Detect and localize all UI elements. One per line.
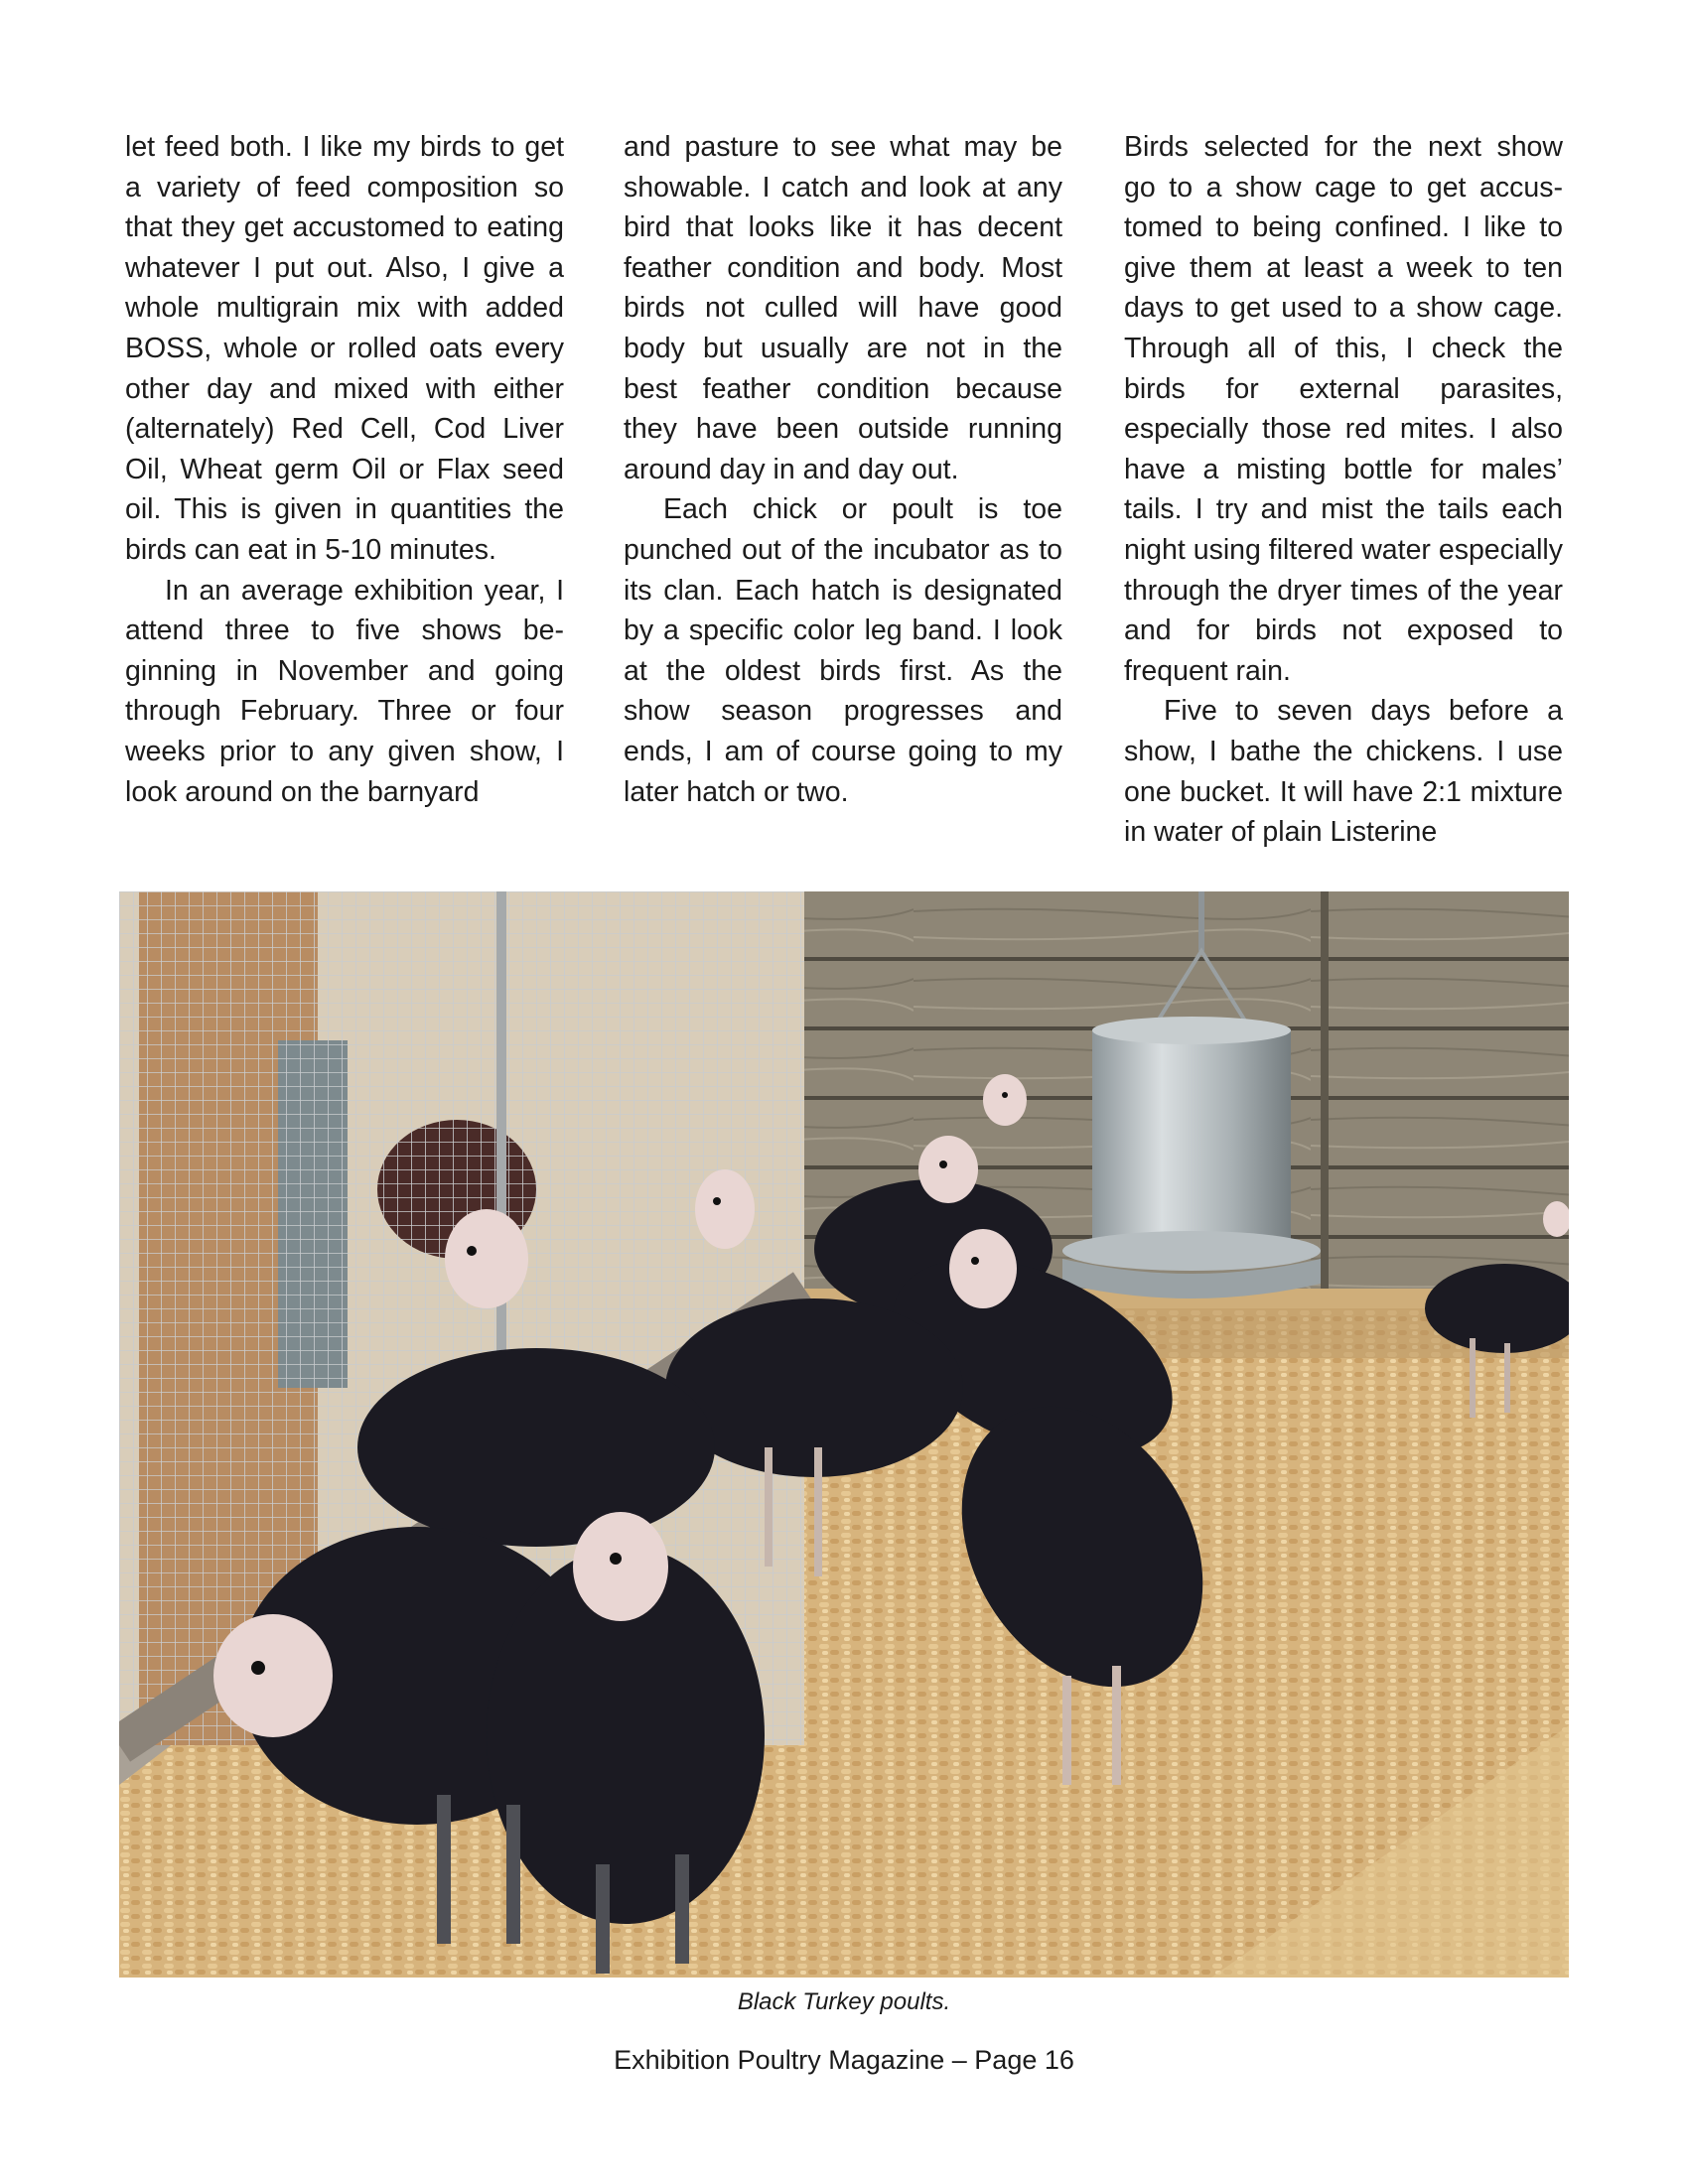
paragraph: let feed both. I like my birds to get a variety of feed composition so that they get accustomed to eating whatever I put out. Also, I give a whole multigrain mix with added BOSS, whole or rolled oats every other day and mixed with either (alternately) Red Cell, Cod Liver Oil, Wheat germ Oil or Flax seed oil. This is given in quantities the birds can eat in 5-10 minutes.	[125, 131, 564, 566]
paragraph: Each chick or poult is toe punched out of the incubator as to its clan. Each hatch is designated by a specific color leg band. I look at the oldest birds first. As the show season progresses and ends, I am of course going to my later hatch or two.	[624, 493, 1062, 808]
paragraph: In an average exhibition year, I attend three to five shows beginning in November and going through February. Three or four weeks prior to any given show, I look around on the barnyard	[125, 574, 564, 808]
article-columns	[125, 127, 1563, 862]
page-footer: Exhibition Poultry Magazine – Page 16	[614, 2045, 1074, 2075]
text-column-2	[624, 127, 1062, 812]
paragraph: Five to seven days before a show, I bathe the chickens. I use one bucket. It will have 2:1 mixture in water of plain Listerine	[1124, 695, 1563, 849]
paragraph: Birds selected for the next show go to a show cage to get accustomed to being confined. I like to give them at least a week to ten days to get used to a show cage. Through all of this, I check the birds for external parasites, especially those red mites. I also have a misting bottle for males’ tails. I try and mist the tails each night using filtered water especially through the dryer times of the year and for birds not exposed to frequent rain.	[1124, 131, 1563, 687]
text-column-3	[1124, 127, 1563, 853]
turkey-poults-photo	[119, 891, 1569, 1978]
paragraph: and pasture to see what may be showable. I catch and look at any bird that looks like it has decent feather condition and body. Most birds not culled will have good body but usually are not in the best feather condition because they have been outside running around day in and day out.	[624, 131, 1062, 485]
photo-caption: Black Turkey poults.	[737, 1988, 951, 2015]
text-column-1	[125, 127, 564, 812]
